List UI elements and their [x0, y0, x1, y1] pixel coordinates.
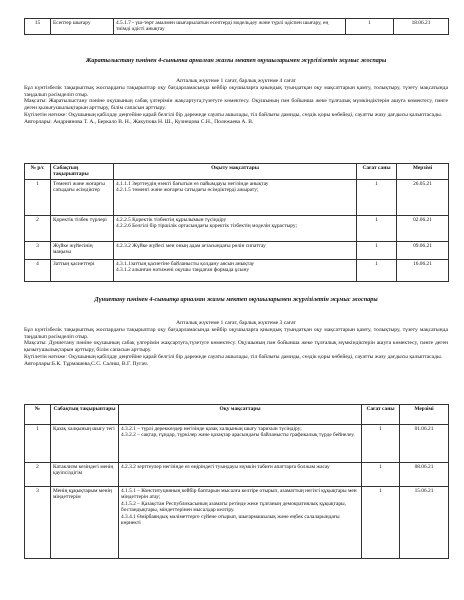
header-date: Мерзімі [397, 164, 449, 180]
row-date: 08.06.21 [400, 463, 449, 487]
row-hours: 1 [362, 487, 400, 559]
row-hours: 1 [362, 425, 400, 463]
table-header-row [25, 164, 449, 180]
row-hours: 1 [346, 19, 394, 35]
header-objectives: Оқу мақсаттары [119, 405, 362, 425]
row-objectives: 4.3.2.1 – түрлі дереккөздер негізінде қазақ халқының шығу тарихын түсіндіру; 4.3.2.2 – сақтар, ғұндар, түркілер және қазақтар арасындағы байланысты графикалық түрде бейнелеу. [119, 425, 362, 463]
header-topic: Сабақтың тақырыптары [51, 164, 114, 180]
row-topic: Жүйке жүйесінің маңызы [51, 241, 114, 259]
science-plan-table [24, 163, 449, 282]
purpose-paragraph: Бұл күнтізбелік тақырыптық жоспардағы тақырыптар оқу бағдарламасында кейбір оқушыларға қиындық туындатқан оқу мақсаттарын қамту, толықтыру, түзету мақсатында таңдалып рәсімделіп отыр. [24, 326, 448, 340]
row-date: 16.06.21 [397, 259, 449, 281]
row-topic: Менің құқықтарым менің міндеттерім [51, 487, 119, 559]
row-num: 1 [25, 425, 51, 463]
math-table-continuation [24, 18, 449, 35]
row-hours: 1 [357, 179, 397, 215]
row-date: 18.06.21 [394, 19, 449, 35]
row-objectives: 4.2.3.2 Жүйке жүйесі мен оның адам ағзасындағы рөлін сипаттау [114, 241, 357, 259]
table-header-row [25, 405, 449, 425]
header-hours: Сағат саны [357, 164, 397, 180]
expected-result-paragraph: Күтілетін нәтиже: Оқушының қабілдау деңгейіне қарай белгілі бір дәрежеде сауаты ашылады, тіл байлығы дамиды, сөздік қоры көбейеді, сауатты жазу дағдысы қалыптасады. [24, 353, 443, 360]
row-topic: Есептер шығару [51, 19, 114, 35]
section-title-science: Жаратылыстану пәнінен 4-сыныпка арналған жазғы мектеп оқушыларымен жүргізілетін жұмыс жоспары [85, 57, 387, 64]
section-title-world-studies: Дүниетану пәнінен 4-сыныпқа арналған жазғы мектеп оқушыларымен жүргізілетін жұмыс жоспары [94, 296, 378, 303]
row-num: 2 [25, 463, 51, 487]
header-objectives: Оқыту мақсаттары [114, 164, 357, 180]
row-objectives: 4.2.3.2 зерттеулер негізінде өз өңіріндегі туындауы мүмкін табиғи апаттарға болжам жасау [119, 463, 362, 487]
header-num: № р/с [25, 164, 51, 180]
section-intro-world-studies [24, 320, 448, 368]
row-objectives: 4.1.5.1 – Конституцияның кейбір баптарын мысалға келтіре отырып, азаматтың негізгі құқықтары мен міндеттерін атау; 4.1.5.2 – Қазақстан Республикасының азаматы ретінде жеке тұлғаның демократиялық құқықтары, бостандықтары, міндеттерінен мысалдар келтіру. 4.3.4.1 Өмірбаяндық мәліметтерге сүйене отырып, шығармашылық және еңбек салаларындағы көрнекті [119, 487, 362, 559]
row-topic: Катаклизм кезіндегі менің қауіпсіздігім [51, 463, 119, 487]
weekly-load: Апталық жүктеме 1 сағат, барлық жүктеме 4 сағат [176, 78, 296, 84]
row-objectives: 4.1.1.1 Зерттеудің өзекті бағытын өз пайымдауы негізінде анықтау 4.2.1.5 төменгі және жоғарғы сатыдағы өсімдіктерді ажырату; [114, 179, 357, 215]
row-topic: Қазақ халқының шығу тегі [51, 425, 119, 463]
row-date: 02.06.21 [397, 215, 449, 241]
row-topic: Қоректік тізбек түрлері [51, 215, 114, 241]
goal-paragraph: Мақсаты: Жаратылыстану пәніне оқушының сабақ үлгерімін жақсартуға,түзетуге көмектесу. Оқушының пән бойынша жеке тұлғалық мүмкіндіктерін ашуға көмектесу, пәнге деген қызығушылықтарын арттыру, білім сапасын арттыру. [24, 98, 448, 112]
header-num: № [25, 405, 51, 425]
header-date: Мерзімі [400, 405, 449, 425]
authors-line: Авторлары:Б.К. Тұрмашева,С.С. Салиш, В.Г. Пугач. [24, 360, 149, 367]
expected-result-paragraph: Күтілетін нәтиже: Оқушының қабілдау деңгейіне қарай белгілі бір дәрежеде сауаты ашылады, тіл байлығы дамиды, сөздік қоры көбейеді, сауатты жазу дағдысы қалыптасады. [24, 111, 443, 118]
row-hours: 1 [357, 241, 397, 259]
table-row [25, 487, 449, 559]
row-date: 26.05.21 [397, 179, 449, 215]
header-topic: Сабақтың тақырыптары [51, 405, 119, 425]
row-objectives: 4.5.1.7 - үш-төрт амалмен шығарылатын есептерді модельдеу және түрлі әдіспен шығару, ең тиімді әдісті анықтау [114, 19, 346, 35]
table-row [25, 463, 449, 487]
section-intro-science [24, 78, 448, 126]
row-topic: Төменгі және жоғарғы сатыдағы әсімдіктер [51, 179, 114, 215]
row-hours: 1 [357, 259, 397, 281]
table-row [25, 215, 449, 241]
row-topic: Заттың қасиеттері [51, 259, 114, 281]
row-date: 09.06.21 [397, 241, 449, 259]
table-row [25, 241, 449, 259]
row-num: 4 [25, 259, 51, 281]
table-row [25, 259, 449, 281]
row-num: 15 [25, 19, 51, 35]
weekly-load: Апталық жүктеме 1 сағат, барлық жүктеме 3 сағат [176, 320, 296, 326]
row-objectives: 4.2.2.5 Қоректік тізбектің құрылымын түсіндіру 4.2.2.6 Белгілі бір тіршілік ортасындағы қоректік тізбектің моделін құрастыру; [114, 215, 357, 241]
header-hours: Сағат саны [362, 405, 400, 425]
table-row [25, 19, 449, 35]
purpose-paragraph: Бұл күнтізбелік тақырыптық жоспардағы тақырыптар оқу бағдарламасында кейбір оқушыларға қиындық туындатқан оқу мақсаттарын қамту, толықтыру, түзету мақсатында таңдалып рәсімделіп отыр. [24, 84, 448, 98]
table-row [25, 425, 449, 463]
row-num: 3 [25, 241, 51, 259]
row-hours: 1 [357, 215, 397, 241]
row-hours: 1 [362, 463, 400, 487]
row-date: 01.06.21 [400, 425, 449, 463]
goal-paragraph: Мақсаты: Дүниетану пәніне оқушының сабақ үлгерімін жақсартуға,түзетуге көмектесу. Оқушының пән бойынша жеке тұлғалық мүмкіндіктерін ашуға көмектесу, пәнге деген қызығушылықтарын арттыру, білім сапасын арттыру. [24, 340, 448, 354]
authors-line: Авторлары: Андриянова Т. А., Беркало В. Н., Жакупова Н. Ш., Кузнецова С.Н., Полежаева А. В. [24, 118, 254, 125]
row-num: 2 [25, 215, 51, 241]
row-num: 1 [25, 179, 51, 215]
world-studies-plan-table [24, 404, 449, 559]
table-row [25, 179, 449, 215]
row-date: 15.06.21 [400, 487, 449, 559]
row-objectives: 4.3.1.1заттың қасиетіне байланысты қолдану аясын анықтау 4.3.1.2 алынған нәтижені оқушы таңдаған формада ұсыну [114, 259, 357, 281]
row-num: 3 [25, 487, 51, 559]
